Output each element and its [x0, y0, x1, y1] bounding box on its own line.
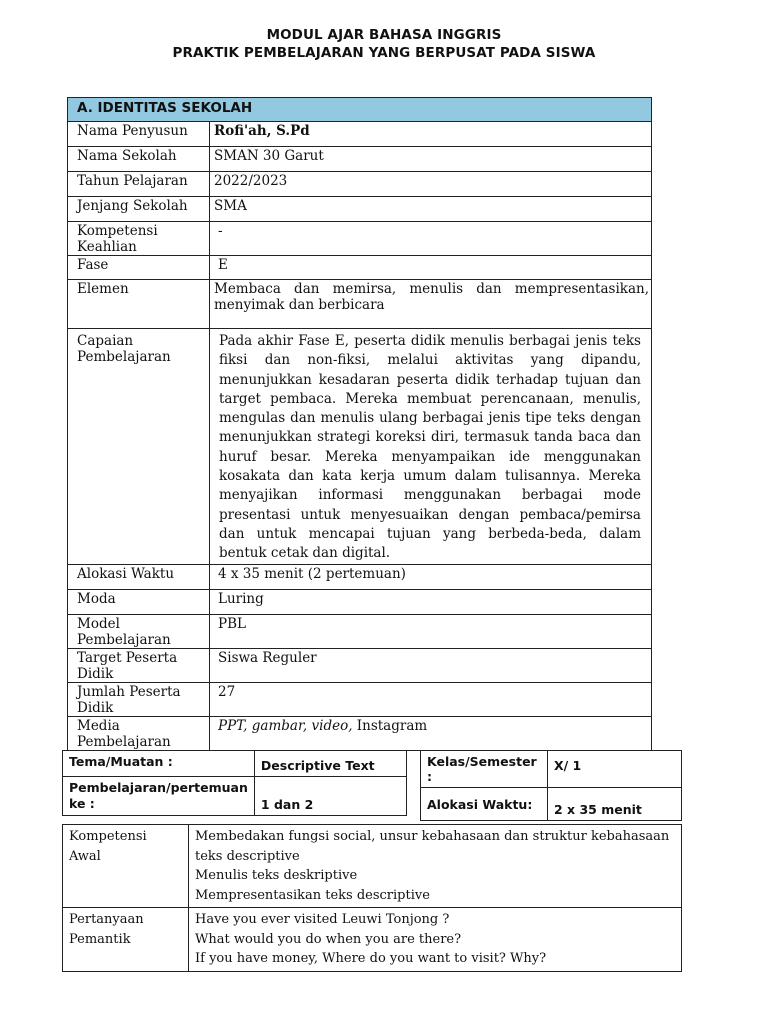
row-value: Siswa Reguler — [210, 648, 652, 682]
pertemuan-label: Pembelajaran/pertemuan ke : — [63, 777, 255, 816]
class-table — [420, 750, 682, 821]
tema-value: Descriptive Text — [254, 751, 406, 777]
pertanyaan-pemantik-content — [189, 908, 682, 972]
table-row — [68, 172, 652, 197]
list-item: Mempresentasikan teks descriptive — [195, 887, 430, 903]
table-row — [68, 682, 652, 716]
table-row — [68, 589, 652, 614]
table-row — [68, 329, 652, 565]
row-label: Nama Sekolah — [68, 147, 210, 172]
row-value: PBL — [210, 614, 652, 648]
row-value: 27 — [210, 682, 652, 716]
row-label: Model Pembelajaran — [68, 614, 210, 648]
row-label: Nama Penyusun — [68, 122, 210, 147]
table-row — [68, 147, 652, 172]
kelas-value: X/ 1 — [548, 751, 682, 788]
list-item: Have you ever visited Leuwi Tonjong ? — [195, 912, 450, 927]
row-value: E — [210, 256, 652, 280]
doc-title-line2: PRAKTIK PEMBELAJARAN YANG BERPUSAT PADA SISWA — [172, 45, 596, 61]
row-label: Jenjang Sekolah — [68, 197, 210, 222]
row-label: Jumlah Peserta Didik — [68, 682, 210, 716]
row-value: 4 x 35 menit (2 pertemuan) — [210, 564, 652, 589]
section-title: A. IDENTITAS SEKOLAH — [68, 98, 652, 122]
row-label: Tahun Pelajaran — [68, 172, 210, 197]
alokasi-label: Alokasi Waktu: — [421, 788, 548, 821]
list-item: Membedakan fungsi social, unsur kebahasaan dan struktur kebahasaan teks descriptive — [195, 829, 670, 864]
tema-label: Tema/Muatan : — [63, 751, 255, 777]
table-row — [68, 197, 652, 222]
identity-table — [67, 97, 652, 751]
table-row — [68, 222, 652, 256]
media-italic: PPT, gambar, video, — [218, 717, 353, 734]
table-row — [68, 280, 652, 329]
kompetensi-awal-content — [189, 825, 682, 908]
row-label: Moda — [68, 589, 210, 614]
row-label: Kompetensi Keahlian — [68, 222, 210, 256]
row-value: Rofi'ah, S.Pd — [210, 122, 652, 147]
row-value: Membaca dan memirsa, menulis dan mempresentasikan, menyimak dan berbicara — [210, 280, 652, 329]
competency-table — [62, 824, 682, 972]
row-label: Fase — [68, 256, 210, 280]
list-item: What would you do when you are there? — [195, 931, 462, 947]
pertanyaan-pemantik-label: Pertanyaan Pemantik — [63, 908, 189, 972]
doc-title-line1: MODUL AJAR BAHASA INGGRIS — [266, 27, 502, 43]
row-value: SMA — [210, 197, 652, 222]
row-value — [210, 716, 652, 750]
kelas-label: Kelas/Semester : — [421, 751, 548, 788]
table-row — [68, 564, 652, 589]
table-row — [68, 648, 652, 682]
row-value: SMAN 30 Garut — [210, 147, 652, 172]
row-value: Pada akhir Fase E, peserta didik menulis berbagai jenis teks fiksi dan non-fiksi, melalui aktivitas yang dipandu, menunjukkan kesadaran peserta didik terhadap tujuan dan target pembaca. Mereka membuat perencanaan, menulis, mengulas dan menulis ulang berbagai jenis tipe teks dengan menunjukkan strategi koreksi diri, termasuk tanda baca dan huruf besar. Mereka menyampaikan ide menggunakan kosakata dan kata kerja umum dalam tulisannya. Mereka menyajikan informasi menggunakan berbagai mode presentasi untuk menyesuaikan dengan pembaca/pemirsa dan untuk mencapai tujuan yang berbeda-beda, dalam bentuk cetak dan digital. — [210, 329, 652, 565]
pertemuan-value: 1 dan 2 — [254, 777, 406, 816]
media-plain: Instagram — [352, 717, 428, 734]
row-value: Luring — [210, 589, 652, 614]
row-label: Alokasi Waktu — [68, 564, 210, 589]
table-row — [68, 614, 652, 648]
table-row — [68, 256, 652, 280]
table-row — [68, 716, 652, 750]
list-item: If you have money, Where do you want to visit? Why? — [195, 951, 547, 966]
row-label: Target Peserta Didik — [68, 648, 210, 682]
table-row — [68, 122, 652, 147]
row-value: - — [210, 222, 652, 256]
kompetensi-awal-label: Kompetensi Awal — [63, 825, 189, 908]
alokasi-value: 2 x 35 menit — [548, 788, 682, 821]
row-value: 2022/2023 — [210, 172, 652, 197]
row-label: Capaian Pembelajaran — [68, 329, 210, 565]
theme-table — [62, 750, 407, 816]
row-label: Elemen — [68, 280, 210, 329]
row-label: Media Pembelajaran — [68, 716, 210, 750]
list-item: Menulis teks deskriptive — [195, 868, 358, 883]
